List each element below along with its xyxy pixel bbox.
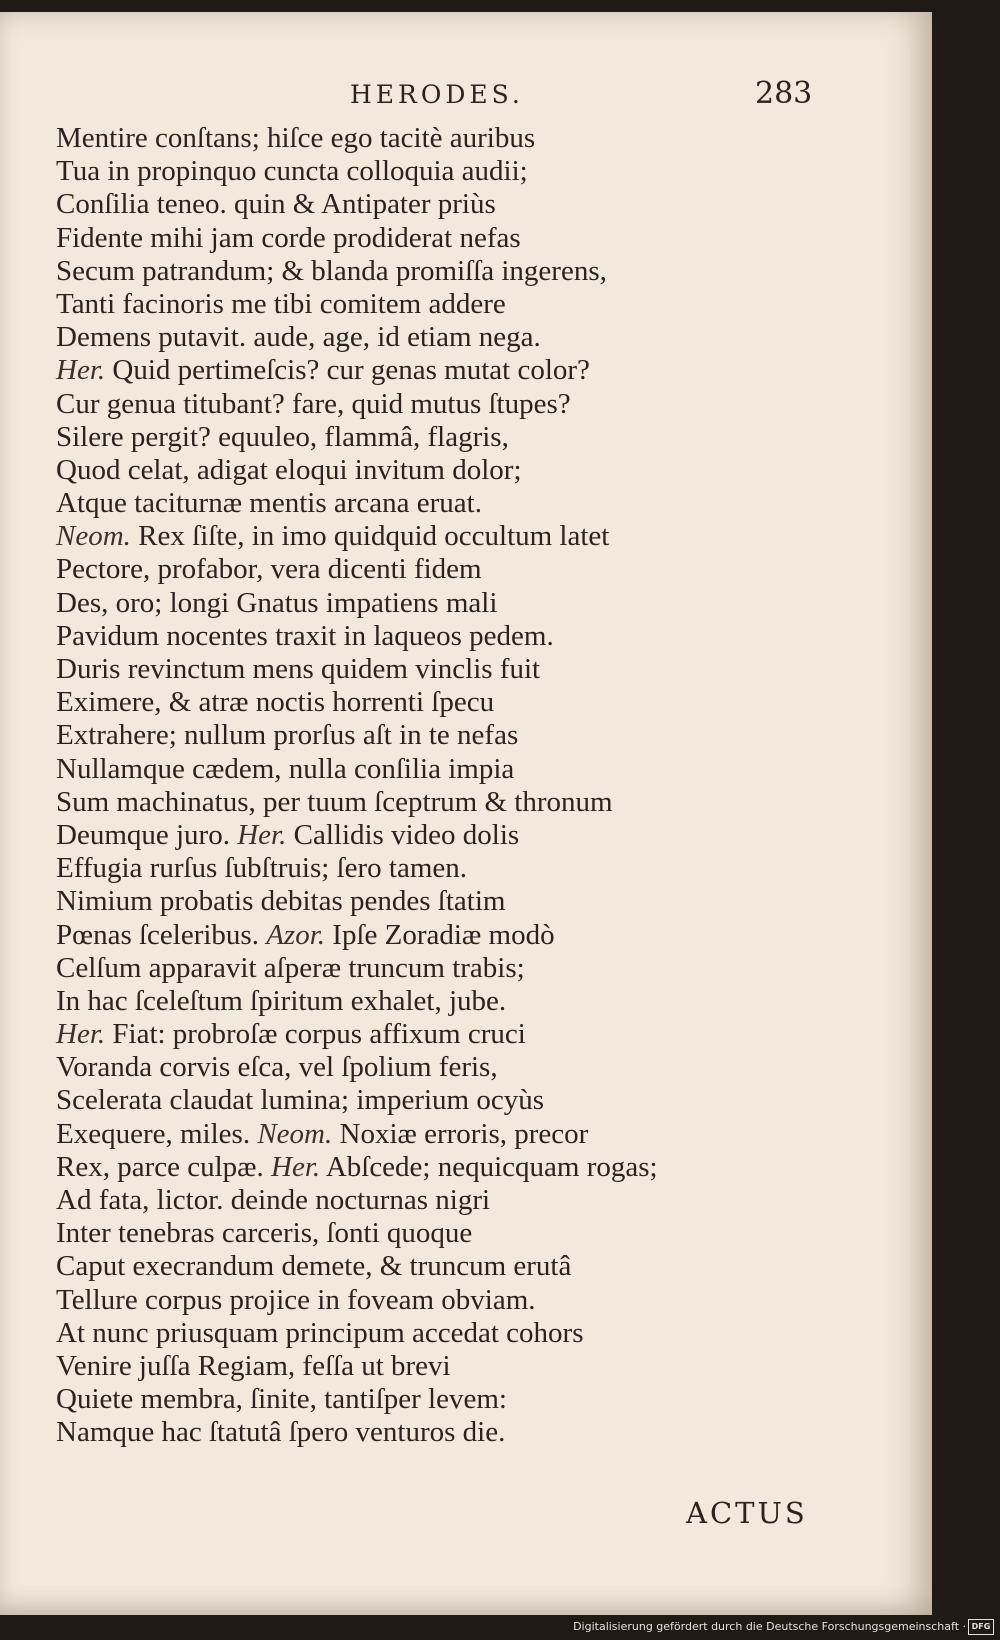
verse-text-segment: Cur genua titubant? fare, quid mutus ſtupes? (56, 387, 571, 420)
verse-line (56, 719, 816, 752)
verse-text-segment: Silere pergit? equuleo, flammâ, flagris, (56, 420, 509, 453)
verse-text-segment: Atque taciturnæ mentis arcana eruat. (56, 487, 482, 520)
verse-line (56, 1084, 816, 1117)
verse-text-segment: Pavidum nocentes traxit in laqueos pedem. (56, 619, 554, 652)
verse-text-segment: Mentire conſtans; hiſce ego tacitè auribus (56, 122, 536, 154)
verse-text-segment: Quid pertimeſcis? cur genas mutat color? (112, 354, 590, 387)
verse-line (56, 188, 816, 221)
verse-line (56, 786, 816, 819)
verse-line (56, 1416, 816, 1449)
verse-line (56, 1317, 816, 1350)
verse-text-segment: Pectore, profabor, vera dicenti fidem (56, 553, 482, 586)
running-title: HERODES. (350, 80, 524, 109)
page-number: 283 (755, 76, 813, 111)
verse-text-segment: Venire juſſa Regiam, feſſa ut brevi (56, 1349, 451, 1382)
speaker-name: Neom. (56, 520, 131, 553)
verse-text-segment: Quiete membra, ſinite, tantiſper levem: (56, 1383, 507, 1416)
verse-text-segment: Caput execrandum demete, & truncum erutâ (56, 1250, 572, 1283)
verse-text-segment: Nimium probatis debitas pendes ſtatim (56, 885, 506, 918)
verse-text-segment: Quod celat, adigat eloqui invitum dolor; (56, 453, 522, 486)
verse-line (56, 885, 816, 918)
verse-text-segment: Ad fata, lictor. deinde nocturnas nigri (56, 1184, 491, 1216)
verse-line (56, 222, 816, 255)
speaker-name: Her. (56, 1018, 106, 1051)
verse-text-segment: Effugia rurſus ſubſtruis; ſero tamen. (56, 852, 468, 885)
verse-text-segment: Secum patrandum; & blanda promiſſa ingerens, (56, 254, 607, 287)
verse-text-segment: Abſcede; nequicquam rogas; (325, 1150, 658, 1183)
verse-line (56, 620, 816, 653)
verse-line (56, 487, 816, 520)
verse-line (56, 1018, 816, 1051)
dfg-logo-icon: DFG (968, 1619, 994, 1635)
verse-line (56, 686, 816, 719)
verse-text-segment: Pœnas ſceleribus. (56, 918, 259, 951)
verse-text-segment: Inter tenebras carceris, ſonti quoque (56, 1217, 473, 1250)
verse-line (56, 1118, 816, 1151)
verse-text-segment: Deumque juro. (56, 818, 230, 851)
verse-text-segment: Celſum apparavit aſperæ truncum trabis; (56, 951, 525, 984)
verse-line (56, 819, 816, 852)
speaker-name: Her. (237, 818, 287, 851)
verse-line (56, 919, 816, 952)
verse-line (56, 753, 816, 786)
verse-line (56, 952, 816, 985)
verse-line (56, 421, 816, 454)
verse-text-segment: Tua in propinquo cuncta colloquia audii; (56, 155, 528, 188)
verse-text-segment: Duris revinctum mens quidem vinclis fuit (56, 653, 541, 685)
verse-line (56, 255, 816, 288)
verse-text-segment: Tanti facinoris me tibi comitem addere (56, 287, 506, 320)
speaker-name: Neom. (257, 1117, 333, 1150)
verse-text-segment: Voranda corvis eſca, vel ſpolium feris, (56, 1051, 498, 1084)
verse-line (56, 288, 816, 321)
verse-text-segment: Sum machinatus, per tuum ſceptrum & thronum (56, 785, 613, 818)
verse-line (56, 1383, 816, 1416)
verse-line (56, 520, 816, 553)
verse-text-segment: At nunc priusquam principum accedat cohors (56, 1316, 584, 1349)
catchword: ACTUS (686, 1496, 808, 1530)
verse-line (56, 321, 816, 354)
verse-text-segment: Callidis video dolis (293, 818, 520, 851)
verse-text-segment: Eximere, & atræ noctis horrenti ſpecu (56, 686, 495, 719)
verse-text-segment: Rex, parce culpæ. (56, 1150, 264, 1183)
funding-credit: Digitalisierung gefördert durch die Deutsche Forschungsgemeinschaft · (573, 1620, 966, 1633)
verse-text-segment: Nullamque cædem, nulla conſilia impia (56, 752, 515, 785)
verse-line (56, 388, 816, 421)
verse-line (56, 587, 816, 620)
verse-line (56, 852, 816, 885)
verse-text-segment: Fiat: probroſæ corpus affixum cruci (112, 1018, 526, 1051)
speaker-name: Her. (56, 354, 106, 387)
verse-line (56, 122, 816, 155)
verse-line (56, 1051, 816, 1084)
verse-line (56, 553, 816, 586)
verse-text-segment: Demens putavit. aude, age, id etiam nega. (56, 321, 541, 354)
verse-text-segment: Noxiæ erroris, precor (339, 1117, 589, 1150)
verse-line (56, 454, 816, 487)
verse-text-segment: Conſilia teneo. quin & Antipater priùs (56, 188, 496, 221)
verse-line (56, 354, 816, 387)
verse-text-segment: In hac ſceleſtum ſpiritum exhalet, jube. (56, 984, 507, 1017)
verse-text-segment: Fidente mihi jam corde prodiderat nefas (56, 221, 521, 254)
book-page (0, 12, 932, 1615)
footer-bar (0, 1615, 1000, 1640)
verse-text-segment: Scelerata claudat lumina; imperium ocyùs (56, 1084, 545, 1117)
verse-line (56, 1350, 816, 1383)
verse-line (56, 653, 816, 686)
verse-text-segment: Ipſe Zoradiæ modò (332, 918, 555, 951)
page-header (0, 74, 932, 114)
verse-line (56, 1151, 816, 1184)
verse-text-segment: Exequere, miles. (56, 1117, 251, 1150)
verse-line (56, 1217, 816, 1250)
verse-text-segment: Rex ſiſte, in imo quidquid occultum latet (138, 520, 610, 553)
speaker-name: Her. (271, 1150, 321, 1183)
verse-text (56, 122, 816, 1450)
verse-line (56, 155, 816, 188)
speaker-name: Azor. (266, 918, 326, 951)
verse-line (56, 1250, 816, 1283)
verse-line (56, 1184, 816, 1217)
verse-text-segment: Extrahere; nullum prorſus aſt in te nefas (56, 719, 519, 752)
verse-line (56, 1284, 816, 1317)
verse-text-segment: Namque hac ſtatutâ ſpero venturos die. (56, 1416, 506, 1449)
verse-line (56, 985, 816, 1018)
verse-text-segment: Tellure corpus projice in foveam obviam. (56, 1283, 536, 1316)
verse-text-segment: Des, oro; longi Gnatus impatiens mali (56, 586, 498, 619)
